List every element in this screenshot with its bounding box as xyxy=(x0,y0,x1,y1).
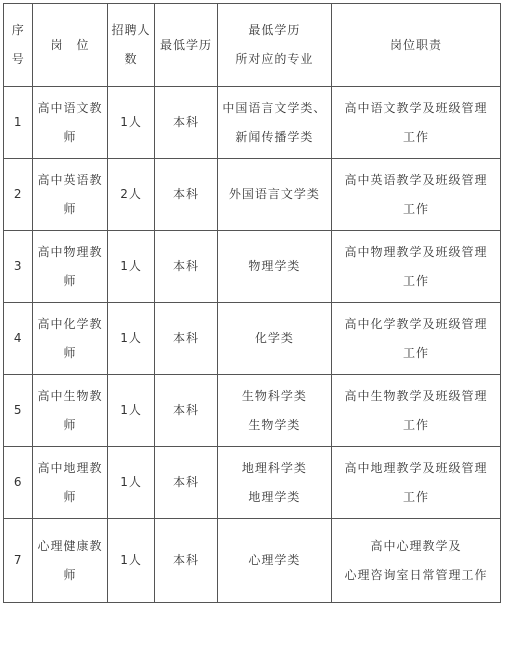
header-recruit-num-line1: 招聘人 xyxy=(111,23,151,37)
major-line2: 新闻传播学类 xyxy=(235,129,314,144)
duty-line2: 工作 xyxy=(403,201,430,216)
duty-line1: 高中化学教学及班级管理 xyxy=(344,316,488,331)
cell-num: 1人 xyxy=(107,447,155,519)
position-line2: 师 xyxy=(63,201,77,216)
cell-duty xyxy=(332,87,501,159)
cell-no: 2 xyxy=(4,159,33,231)
header-recruit-num-line2: 数 xyxy=(124,52,138,66)
cell-no: 7 xyxy=(4,519,33,603)
duty-line1: 高中生物教学及班级管理 xyxy=(344,388,488,403)
cell-position xyxy=(33,159,107,231)
duty-line2: 心理咨询室日常管理工作 xyxy=(344,567,488,582)
table-row xyxy=(4,231,501,303)
duty-line1: 高中英语教学及班级管理 xyxy=(344,172,488,187)
cell-no: 3 xyxy=(4,231,33,303)
cell-major xyxy=(217,375,331,447)
cell-position xyxy=(33,303,107,375)
cell-duty xyxy=(332,447,501,519)
table-row xyxy=(4,159,501,231)
position-line2: 师 xyxy=(63,129,77,144)
cell-no: 4 xyxy=(4,303,33,375)
major-line1: 外国语言文学类 xyxy=(228,187,320,201)
duty-line1: 高中心理教学及 xyxy=(370,538,462,553)
cell-no: 5 xyxy=(4,375,33,447)
position-line2: 师 xyxy=(63,567,77,582)
position-line2: 师 xyxy=(63,417,77,432)
header-no: 序号 xyxy=(4,4,33,87)
cell-num: 1人 xyxy=(107,87,155,159)
major-line1: 地理科学类 xyxy=(241,460,307,475)
position-line2: 师 xyxy=(63,345,77,360)
header-duty: 岗位职责 xyxy=(332,4,501,87)
duty-line1: 高中语文教学及班级管理 xyxy=(344,100,488,115)
table-row xyxy=(4,519,501,603)
cell-position xyxy=(33,231,107,303)
table-row xyxy=(4,87,501,159)
cell-position xyxy=(33,87,107,159)
cell-no: 1 xyxy=(4,87,33,159)
major-line1: 物理学类 xyxy=(248,259,301,273)
cell-position xyxy=(33,447,107,519)
header-major-line2: 所对应的专业 xyxy=(235,52,314,66)
cell-position xyxy=(33,519,107,603)
cell-major xyxy=(217,303,331,375)
duty-line2: 工作 xyxy=(403,489,430,504)
position-line1: 高中生物教 xyxy=(37,388,103,403)
position-line1: 高中地理教 xyxy=(37,460,103,475)
recruitment-table xyxy=(3,3,501,603)
major-line2: 生物学类 xyxy=(248,417,301,432)
header-position: 岗 位 xyxy=(33,4,107,87)
position-line2: 师 xyxy=(63,489,77,504)
cell-duty xyxy=(332,303,501,375)
major-line1: 心理学类 xyxy=(248,553,301,567)
cell-education: 本科 xyxy=(155,447,217,519)
duty-line2: 工作 xyxy=(403,417,430,432)
cell-education: 本科 xyxy=(155,375,217,447)
header-recruit-num xyxy=(107,4,155,87)
header-major-line1: 最低学历 xyxy=(248,23,301,37)
major-line1: 中国语言文学类、 xyxy=(222,100,327,115)
cell-num: 1人 xyxy=(107,375,155,447)
cell-education: 本科 xyxy=(155,519,217,603)
cell-num: 1人 xyxy=(107,303,155,375)
table-row xyxy=(4,447,501,519)
cell-num: 1人 xyxy=(107,231,155,303)
position-line2: 师 xyxy=(63,273,77,288)
cell-duty xyxy=(332,375,501,447)
position-line1: 高中语文教 xyxy=(37,100,103,115)
position-line1: 高中英语教 xyxy=(37,172,103,187)
cell-major xyxy=(217,519,331,603)
position-line1: 心理健康教 xyxy=(37,538,103,553)
position-line1: 高中物理教 xyxy=(37,244,103,259)
cell-major xyxy=(217,159,331,231)
position-line1: 高中化学教 xyxy=(37,316,103,331)
cell-no: 6 xyxy=(4,447,33,519)
header-major xyxy=(217,4,331,87)
duty-line2: 工作 xyxy=(403,273,430,288)
major-line2: 地理学类 xyxy=(248,489,301,504)
cell-num: 2人 xyxy=(107,159,155,231)
cell-education: 本科 xyxy=(155,303,217,375)
cell-major xyxy=(217,87,331,159)
cell-education: 本科 xyxy=(155,159,217,231)
cell-education: 本科 xyxy=(155,87,217,159)
cell-duty xyxy=(332,231,501,303)
duty-line2: 工作 xyxy=(403,345,430,360)
cell-duty xyxy=(332,159,501,231)
table-row xyxy=(4,303,501,375)
cell-education: 本科 xyxy=(155,231,217,303)
header-education: 最低学历 xyxy=(155,4,217,87)
duty-line2: 工作 xyxy=(403,129,430,144)
cell-major xyxy=(217,447,331,519)
duty-line1: 高中物理教学及班级管理 xyxy=(344,244,488,259)
duty-line1: 高中地理教学及班级管理 xyxy=(344,460,488,475)
cell-num: 1人 xyxy=(107,519,155,603)
cell-major xyxy=(217,231,331,303)
header-row xyxy=(4,4,501,87)
cell-duty xyxy=(332,519,501,603)
cell-position xyxy=(33,375,107,447)
major-line1: 生物科学类 xyxy=(241,388,307,403)
table-row xyxy=(4,375,501,447)
major-line1: 化学类 xyxy=(254,331,294,345)
